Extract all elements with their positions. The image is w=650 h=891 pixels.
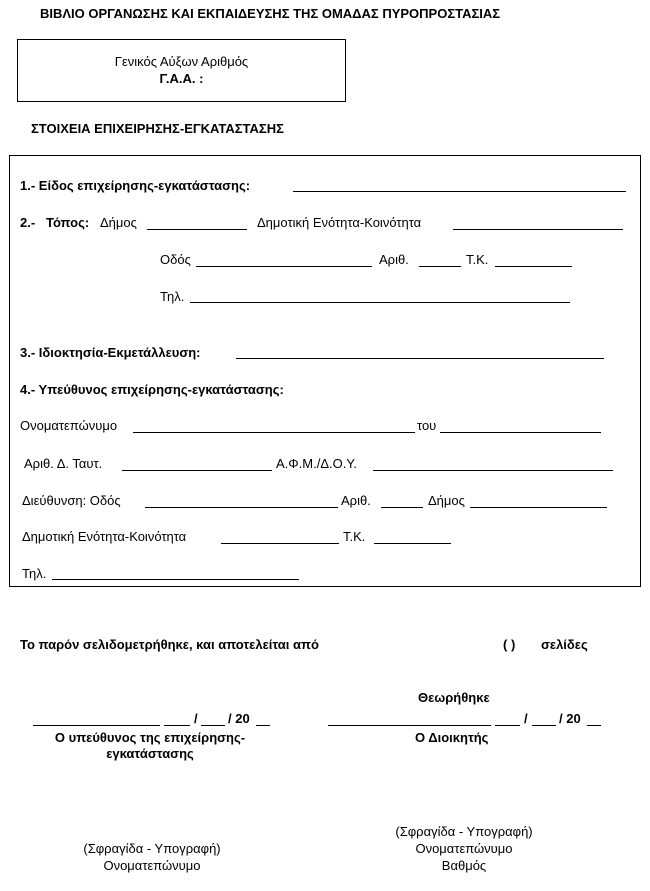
id-number-field[interactable]	[122, 470, 272, 471]
municipal-unit-label: Δημοτική Ενότητα-Κοινότητα	[257, 215, 422, 230]
municipality-label: Δήμος	[100, 215, 137, 230]
address-postcode-label: Τ.Κ.	[343, 529, 366, 544]
left-signature-line[interactable]	[33, 725, 160, 726]
street-number-field[interactable]	[419, 266, 461, 267]
tax-id-field[interactable]	[373, 470, 613, 471]
responsible-phone-label: Τηλ.	[22, 566, 47, 581]
postcode-field[interactable]	[495, 266, 572, 267]
address-municipality-field[interactable]	[470, 507, 607, 508]
right-rank-label: Βαθμός	[441, 858, 487, 873]
phone-label: Τηλ.	[160, 289, 185, 304]
father-name-field[interactable]	[440, 432, 601, 433]
full-name-label: Ονοματεπώνυμο	[20, 418, 118, 433]
id-number-label: Αριθ. Δ. Ταυτ.	[24, 456, 103, 471]
page-title: ΒΙΒΛΙΟ ΟΡΓΑΝΩΣΗΣ ΚΑΙ ΕΚΠΑΙΔΕΥΣΗΣ ΤΗΣ ΟΜΑΔΑΣ ΠΥΡΟΠΡΟΣΤΑΣΙΑΣ	[40, 6, 501, 21]
ownership-field[interactable]	[236, 358, 604, 359]
pages-count-field[interactable]: ( )	[503, 637, 516, 652]
address-number-label: Αριθ.	[341, 493, 371, 508]
pages-statement: Το παρόν σελιδομετρήθηκε, και αποτελείται από	[20, 637, 319, 652]
postcode-label: Τ.Κ.	[466, 252, 489, 267]
gaa-code-label: Γ.Α.Α. :	[159, 71, 204, 86]
tax-id-label: Α.Φ.Μ./Δ.Ο.Υ.	[276, 456, 357, 471]
address-number-field[interactable]	[381, 507, 423, 508]
business-type-field[interactable]	[293, 191, 626, 192]
ownership-label: 3.- Ιδιοκτησία-Εκμετάλλευση:	[20, 345, 201, 360]
responsible-person-label: 4.- Υπεύθυνος επιχείρησης-εγκατάστασης:	[20, 382, 284, 397]
right-signer-title: Ο Διοικητής	[415, 730, 489, 745]
section-title: ΣΤΟΙΧΕΙΑ ΕΠΙΧΕΙΡΗΣΗΣ-ΕΓΚΑΤΑΣΤΑΣΗΣ	[31, 121, 284, 136]
left-date-year[interactable]	[256, 725, 270, 726]
left-signer-title-1: Ο υπεύθυνος της επιχείρησης-	[54, 730, 246, 745]
left-date-month[interactable]	[201, 725, 225, 726]
municipal-unit-field[interactable]	[453, 229, 623, 230]
street-field[interactable]	[196, 266, 372, 267]
street-number-label: Αριθ.	[379, 252, 409, 267]
father-name-label: του	[417, 418, 437, 433]
pages-suffix: σελίδες	[541, 637, 588, 652]
left-signer-title-2: εγκατάστασης	[106, 746, 194, 761]
phone-field[interactable]	[190, 302, 570, 303]
full-name-field[interactable]	[133, 432, 415, 433]
right-date-sep2: / 20	[559, 711, 581, 726]
municipality-field[interactable]	[147, 229, 247, 230]
seen-label: Θεωρήθηκε	[418, 690, 490, 705]
right-date-sep1: /	[524, 711, 528, 726]
address-unit-field[interactable]	[221, 543, 339, 544]
left-date-sep2: / 20	[228, 711, 250, 726]
right-signature-line[interactable]	[328, 725, 491, 726]
street-label: Οδός	[160, 252, 191, 267]
gaa-label: Γενικός Αύξων Αριθμός	[114, 54, 249, 69]
right-date-day[interactable]	[495, 725, 520, 726]
right-name-label: Ονοματεπώνυμο	[415, 841, 513, 856]
responsible-phone-field[interactable]	[52, 579, 299, 580]
address-unit-label: Δημοτική Ενότητα-Κοινότητα	[22, 529, 187, 544]
address-postcode-field[interactable]	[374, 543, 451, 544]
right-stamp-label: (Σφραγίδα - Υπογραφή)	[395, 824, 533, 839]
right-date-month[interactable]	[532, 725, 556, 726]
left-name-label: Ονοματεπώνυμο	[103, 858, 201, 873]
business-type-label: 1.- Είδος επιχείρησης-εγκατάστασης:	[20, 178, 251, 193]
left-date-day[interactable]	[164, 725, 190, 726]
left-stamp-label: (Σφραγίδα - Υπογραφή)	[83, 841, 221, 856]
left-date-sep1: /	[194, 711, 198, 726]
right-date-year[interactable]	[587, 725, 601, 726]
address-street-label: Διεύθυνση: Οδός	[22, 493, 121, 508]
address-street-field[interactable]	[145, 507, 338, 508]
location-label: Τόπος:	[46, 215, 90, 230]
address-municipality-label: Δήμος	[428, 493, 465, 508]
location-number: 2.-	[20, 215, 36, 230]
